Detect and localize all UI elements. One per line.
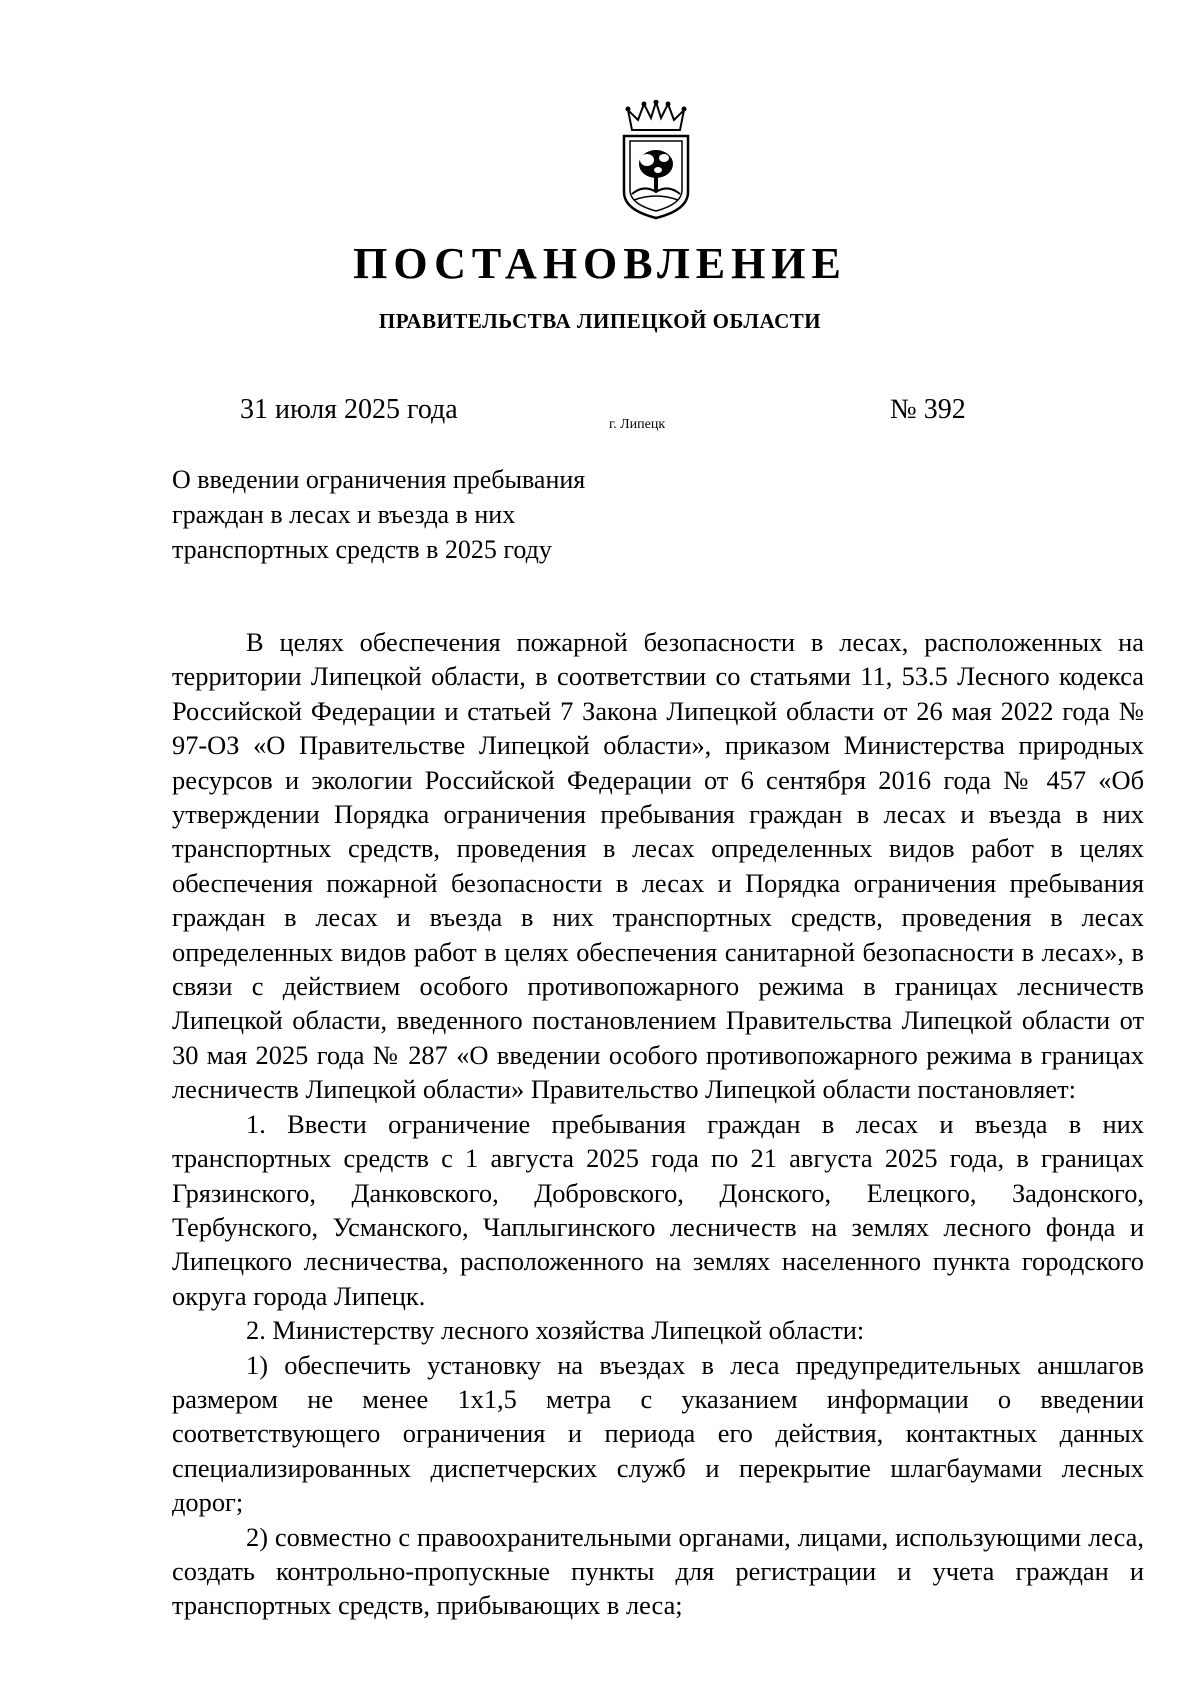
- document-date: 31 июля 2025 года: [240, 394, 458, 425]
- preamble-paragraph: В целях обеспечения пожарной безопасности в лесах, расположенных на территории Липецкой области, в соответствии со статьями 11, 53.5 Лесного кодекса Российской Федерации и статьей 7 Закона Липецкой области от 26 мая 2022 года № 97-ОЗ «О Правительстве Липецкой области», приказом Министерства природных ресурсов и экологии Российской Федерации от 6 сентября 2016 года № 457 «Об утверждении Порядка ограничения пребывания граждан в лесах и въезда в них транспортных средств, проведения в лесах определенных видов работ в целях обеспечения пожарной безопасности в лесах и Порядка ограничения пребывания граждан в лесах и въезда в них транспортных средств, проведения в лесах определенных видов работ в целях обеспечения санитарной безопасности в лесах», в связи с действием особого противопожарного режима в границах лесничеств Липецкой области, введенного постановлением Правительства Липецкой области от 30 мая 2025 года № 287 «О введении особого противопожарного режима в границах лесничеств Липецкой области» Правительство Липецкой области постановляет:: [172, 627, 1144, 1105]
- document-number: № 392: [890, 394, 966, 425]
- lipetsk-coat-of-arms-emblem: [614, 100, 698, 220]
- document-city: г. Липецк: [609, 417, 666, 432]
- document-body: [172, 625, 1144, 1623]
- heading-line: транспортных средств в 2025 году: [172, 535, 552, 564]
- clause-2-paragraph: 2. Министерству лесного хозяйства Липецкой области:: [246, 1315, 865, 1346]
- document-heading: [172, 462, 772, 567]
- clause-2-1-paragraph: 1) обеспечить установку на въездах в леса предупредительных аншлагов размером не менее 1х1,5 метра с указанием информации о введении соответствующего ограничения и периода его действия, контактных данных специализированных диспетчерских служб и перекрытие шлагбаумами лесных дорог;: [172, 1349, 1144, 1518]
- heading-line: О введении ограничения пребывания: [172, 465, 586, 494]
- document-type-title: ПОСТАНОВЛЕНИЕ: [353, 239, 847, 288]
- clause-1-paragraph: 1. Ввести ограничение пребывания граждан в лесах и въезда в них транспортных средств с 1 августа 2025 года по 21 августа 2025 года, в границах Грязинского, Данковского, Добровского, Донского, Елецкого, Задонского, Тербунского, Усманского, Чаплыгинского лесничеств на землях лесного фонда и Липецкого лесничества, расположенного на землях населенного пункта городского округа города Липецк.: [172, 1108, 1144, 1311]
- issuer-subtitle: ПРАВИТЕЛЬСТВА ЛИПЕЦКОЙ ОБЛАСТИ: [378, 309, 822, 333]
- heading-line: граждан в лесах и въезда в них: [172, 500, 516, 529]
- clause-2-2-paragraph: 2) совместно с правоохранительными органами, лицами, использующими леса, создать контрольно-пропускные пункты для регистрации и учета граждан и транспортных средств, прибывающих в леса;: [172, 1521, 1144, 1621]
